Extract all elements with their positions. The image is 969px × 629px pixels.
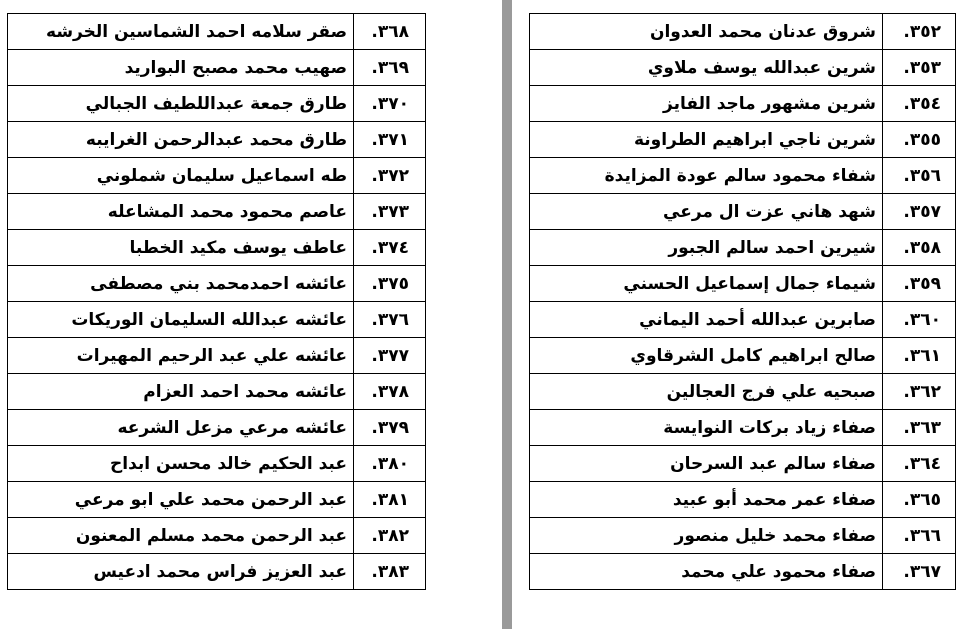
- number-cell: ٣٦٥.: [883, 482, 956, 518]
- names-table-left: [7, 13, 426, 590]
- number-cell: ٣٧١.: [354, 122, 426, 158]
- table-row: [8, 446, 426, 482]
- table-row: [8, 410, 426, 446]
- table-row: [8, 554, 426, 590]
- number-cell: ٣٨٣.: [354, 554, 426, 590]
- table-row: [530, 410, 956, 446]
- table-row: [8, 374, 426, 410]
- name-cell: شرين ناجي ابراهيم الطراونة: [530, 122, 883, 158]
- table-row: [530, 374, 956, 410]
- table-row: [8, 194, 426, 230]
- number-cell: ٣٧٠.: [354, 86, 426, 122]
- name-cell: عبد الحكيم خالد محسن ابداح: [8, 446, 354, 482]
- number-cell: ٣٨٠.: [354, 446, 426, 482]
- number-cell: ٣٦٩.: [354, 50, 426, 86]
- number-cell: ٣٥٦.: [883, 158, 956, 194]
- table-row: [530, 122, 956, 158]
- number-cell: ٣٦٣.: [883, 410, 956, 446]
- number-cell: ٣٧٩.: [354, 410, 426, 446]
- table-row: [8, 158, 426, 194]
- name-cell: صفاء زياد بركات النوايسة: [530, 410, 883, 446]
- name-cell: شفاء محمود سالم عودة المزايدة: [530, 158, 883, 194]
- name-cell: عبد العزيز فراس محمد ادعيس: [8, 554, 354, 590]
- table-row: [8, 338, 426, 374]
- number-cell: ٣٧٣.: [354, 194, 426, 230]
- name-cell: صقر سلامه احمد الشماسين الخرشه: [8, 14, 354, 50]
- number-cell: ٣٥٤.: [883, 86, 956, 122]
- name-cell: شرين مشهور ماجد الفايز: [530, 86, 883, 122]
- number-cell: ٣٦٢.: [883, 374, 956, 410]
- name-cell: صالح ابراهيم كامل الشرقاوي: [530, 338, 883, 374]
- table-row: [8, 518, 426, 554]
- name-cell: طارق محمد عبدالرحمن الغرايبه: [8, 122, 354, 158]
- table-row: [530, 518, 956, 554]
- number-cell: ٣٨١.: [354, 482, 426, 518]
- name-cell: شرين عبدالله يوسف ملاوي: [530, 50, 883, 86]
- name-cell: عاطف يوسف مكيد الخطبا: [8, 230, 354, 266]
- name-cell: صبحيه علي فرج العجالين: [530, 374, 883, 410]
- number-cell: ٣٦١.: [883, 338, 956, 374]
- table-row: [530, 338, 956, 374]
- name-cell: عاصم محمود محمد المشاعله: [8, 194, 354, 230]
- name-cell: صفاء محمد خليل منصور: [530, 518, 883, 554]
- number-cell: ٣٦٧.: [883, 554, 956, 590]
- name-cell: عائشه محمد احمد العزام: [8, 374, 354, 410]
- number-cell: ٣٥٢.: [883, 14, 956, 50]
- name-cell: صفاء عمر محمد أبو عبيد: [530, 482, 883, 518]
- name-cell: شهد هاني عزت ال مرعي: [530, 194, 883, 230]
- name-cell: طارق جمعة عبداللطيف الجبالي: [8, 86, 354, 122]
- number-cell: ٣٧٧.: [354, 338, 426, 374]
- name-cell: صهيب محمد مصبح البواريد: [8, 50, 354, 86]
- name-cell: شيرين احمد سالم الجبور: [530, 230, 883, 266]
- name-cell: عبد الرحمن محمد علي ابو مرعي: [8, 482, 354, 518]
- table-row: [530, 86, 956, 122]
- table-row: [530, 194, 956, 230]
- table-row: [530, 230, 956, 266]
- number-cell: ٣٧٢.: [354, 158, 426, 194]
- name-cell: عبد الرحمن محمد مسلم المعنون: [8, 518, 354, 554]
- name-cell: عائشه عبدالله السليمان الوريكات: [8, 302, 354, 338]
- number-cell: ٣٦٨.: [354, 14, 426, 50]
- number-cell: ٣٥٣.: [883, 50, 956, 86]
- name-cell: عائشه مرعي مزعل الشرعه: [8, 410, 354, 446]
- number-cell: ٣٥٧.: [883, 194, 956, 230]
- table-row: [8, 302, 426, 338]
- table-row: [8, 482, 426, 518]
- table-row: [530, 14, 956, 50]
- name-cell: صفاء سالم عبد السرحان: [530, 446, 883, 482]
- table-row: [530, 446, 956, 482]
- name-cell: عائشه علي عبد الرحيم المهيرات: [8, 338, 354, 374]
- number-cell: ٣٥٥.: [883, 122, 956, 158]
- table-row: [8, 50, 426, 86]
- number-cell: ٣٦٦.: [883, 518, 956, 554]
- names-table-right: [529, 13, 956, 590]
- name-cell: شروق عدنان محمد العدوان: [530, 14, 883, 50]
- number-cell: ٣٦٠.: [883, 302, 956, 338]
- name-cell: صابرين عبدالله أحمد اليماني: [530, 302, 883, 338]
- number-cell: ٣٥٩.: [883, 266, 956, 302]
- table-row: [530, 482, 956, 518]
- table-row: [8, 86, 426, 122]
- number-cell: ٣٦٤.: [883, 446, 956, 482]
- name-cell: صفاء محمود علي محمد: [530, 554, 883, 590]
- table-row: [8, 14, 426, 50]
- table-row: [530, 50, 956, 86]
- number-cell: ٣٧٦.: [354, 302, 426, 338]
- number-cell: ٣٧٨.: [354, 374, 426, 410]
- table-row: [530, 158, 956, 194]
- page-divider: [502, 0, 512, 629]
- name-cell: طه اسماعيل سليمان شملوني: [8, 158, 354, 194]
- name-cell: شيماء جمال إسماعيل الحسني: [530, 266, 883, 302]
- table-row: [530, 554, 956, 590]
- number-cell: ٣٧٤.: [354, 230, 426, 266]
- table-row: [8, 122, 426, 158]
- table-row: [8, 230, 426, 266]
- table-row: [530, 266, 956, 302]
- table-row: [8, 266, 426, 302]
- table-row: [530, 302, 956, 338]
- number-cell: ٣٨٢.: [354, 518, 426, 554]
- number-cell: ٣٥٨.: [883, 230, 956, 266]
- right-page: [512, 0, 969, 629]
- name-cell: عائشه احمدمحمد بني مصطفى: [8, 266, 354, 302]
- number-cell: ٣٧٥.: [354, 266, 426, 302]
